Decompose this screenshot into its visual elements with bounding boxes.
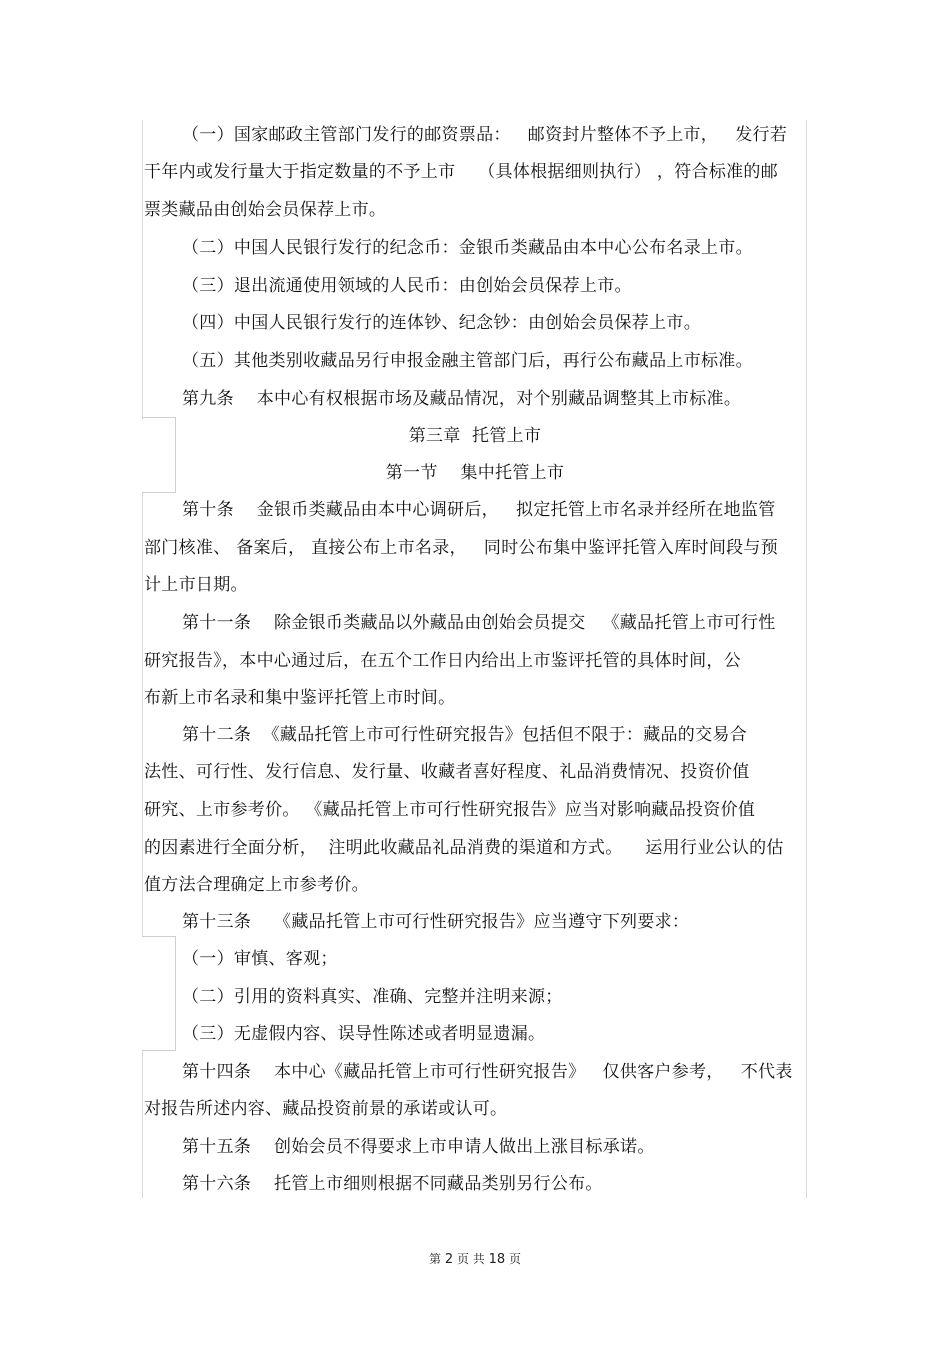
article-12: 第十二条 《藏品托管上市可行性研究报告》包括但不限于：藏品的交易合: [182, 725, 748, 745]
article-11: 第十一条 除金银币类藏品以外藏品由创始会员提交 《藏品托管上市可行性: [182, 613, 776, 633]
article-15: 第十五条 创始会员不得要求上市申请人做出上涨目标承诺。: [182, 1137, 655, 1157]
text-line: 的因素进行全面分析， 注明此收藏品礼品消费的渠道和方式。 运用行业公认的估: [144, 838, 784, 858]
article-14: 第十四条 本中心《藏品托管上市可行性研究报告》 仅供客户参考， 不代表: [182, 1062, 793, 1082]
text-line: （三）退出流通使用领域的人民币：由创始会员保荐上市。: [182, 276, 632, 296]
text-line: （五）其他类别收藏品另行申报金融主管部门后，再行公布藏品上市标准。: [182, 351, 753, 371]
text-line: 票类藏品由创始会员保荐上市。: [144, 200, 387, 220]
frame-line: [142, 1050, 143, 1198]
text-line: 部门核准、 备案后， 直接公布上市名录， 同时公布集中鉴评托管入库时间段与预: [144, 538, 779, 558]
frame-bracket: [142, 936, 176, 1051]
frame-line: [142, 120, 143, 420]
footer-suffix: 页: [508, 1252, 521, 1266]
text-line: 干年内或发行量大于指定数量的不予上市 （具体根据细则执行） ，符合标准的邮: [144, 162, 779, 182]
article-16: 第十六条 托管上市细则根据不同藏品类别另行公布。: [182, 1174, 603, 1194]
text-line: （二）引用的资料真实、准确、完整并注明来源；: [182, 987, 563, 1007]
text-line: 计上市日期。: [144, 575, 248, 595]
article-9: 第九条 本中心有权根据市场及藏品情况，对个别藏品调整其上市标准。: [182, 389, 742, 409]
text-line: 布新上市名录和集中鉴评托管上市时间。: [144, 688, 456, 708]
text-line: 研究、上市参考价。 《藏品托管上市可行性研究报告》应当对影响藏品投资价值: [144, 800, 756, 820]
page-total: 18: [488, 1252, 506, 1267]
text-line: （三）无虚假内容、误导性陈述或者明显遗漏。: [182, 1024, 546, 1044]
section-heading: 第一节 集中托管上市: [385, 463, 565, 483]
frame-line: [806, 120, 807, 1198]
text-line: 对报告所述内容、藏品投资前景的承诺或认可。: [144, 1099, 508, 1119]
text-line: （一）审慎、客观；: [182, 949, 338, 969]
page-footer: [0, 1250, 950, 1267]
article-10: 第十条 金银币类藏品由本中心调研后， 拟定托管上市名录并经所在地监管: [182, 500, 776, 520]
footer-prefix: 第: [429, 1252, 442, 1266]
text-line: （四）中国人民银行发行的连体钞、纪念钞：由创始会员保荐上市。: [182, 313, 701, 333]
chapter-heading: 第三章 托管上市: [408, 426, 542, 446]
footer-mid: 页 共: [456, 1252, 485, 1266]
text-line: 值方法合理确定上市参考价。: [144, 875, 369, 895]
article-13: 第十三条 《藏品托管上市可行性研究报告》应当遵守下列要求：: [182, 912, 690, 932]
text-line: （一）国家邮政主管部门发行的邮资票品： 邮资封片整体不予上市， 发行若: [182, 125, 788, 145]
frame-line: [142, 492, 143, 937]
text-line: 研究报告》，本中心通过后，在五个工作日内给出上市鉴评托管的具体时间，公: [144, 651, 741, 671]
text-line: （二）中国人民银行发行的纪念币：金银币类藏品由本中心公布名录上市。: [182, 238, 753, 258]
text-line: 法性、可行性、发行信息、发行量、收藏者喜好程度、礼品消费情况、投资价值: [144, 762, 750, 782]
page-number: 2: [444, 1252, 454, 1267]
